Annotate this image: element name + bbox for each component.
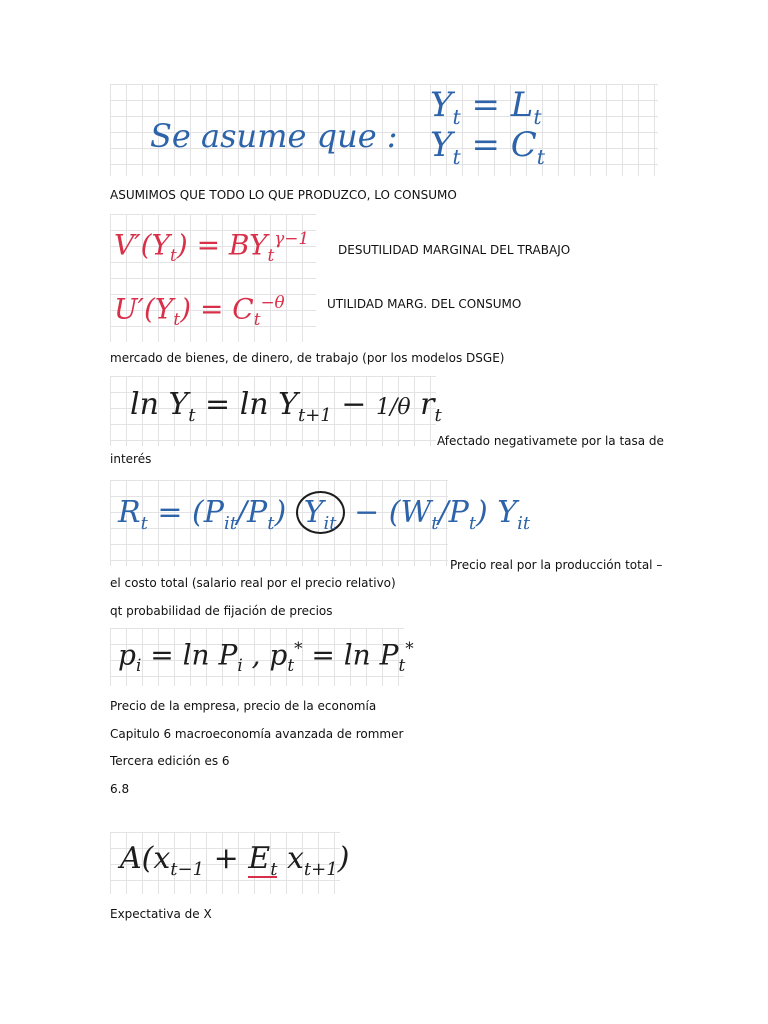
handwritten-image-rt — [110, 480, 531, 566]
text-seccion: 6.8 — [110, 782, 130, 796]
handwritten-image-ln-y — [110, 376, 442, 446]
text-afectado: Afectado negativamete por la tasa de — [437, 434, 664, 448]
handwritten-eq-ln-y: $\ln Y_t = \ln Y_{t+1} - 1/\theta$ $r_t$ — [130, 387, 442, 426]
handwritten-se-asume: Se asume que : — [150, 117, 398, 155]
text-expectativa: Expectativa de X — [110, 907, 212, 921]
handwritten-eq-rt: $R_t = (P_{it}/P_t) Y_{it} - (W_t/P_t)$ $Y_{it}$ — [118, 498, 530, 533]
text-precio-empresa: Precio de la empresa, precio de la economía — [110, 699, 377, 713]
handwritten-eq-v-prime: $V'(Y_t) = BY_t^{\gamma-1}$ — [114, 228, 310, 265]
text-costo-total: el costo total (salario real por el precio relativo) — [110, 576, 396, 590]
text-desutilidad: DESUTILIDAD MARGINAL DEL TRABAJO — [338, 243, 571, 257]
handwritten-eq-u-prime: $U'(Y_t) = C_t^{-\theta}$ — [114, 292, 285, 329]
handwritten-image-assumption — [110, 84, 658, 176]
handwritten-eq-y-equals-c: $Y_t = C_t$ — [430, 125, 545, 169]
handwritten-image-prices — [110, 628, 414, 686]
text-mercado: mercado de bienes, de dinero, de trabajo (por los modelos DSGE) — [110, 351, 505, 365]
text-capitulo: Capitulo 6 macroeconomía avanzada de rommer — [110, 727, 404, 741]
text-utilidad: UTILIDAD MARG. DEL CONSUMO — [327, 297, 522, 311]
text-qt: qt probabilidad de fijación de precios — [110, 604, 333, 618]
handwritten-eq-a: $A(x_{t-1} + E_t$ $x_{t+1}$) — [120, 841, 350, 880]
handwritten-image-marginal — [110, 214, 316, 342]
handwritten-image-expectation — [110, 832, 350, 894]
handwritten-eq-y-equals-l: $Y_t = L_t$ — [430, 85, 542, 129]
circled-y-it: $Y_{it}$ — [296, 491, 345, 534]
handwritten-eq-prices: $p_i = \ln P_i$ , $p_t^* = \ln P_t^*$ — [118, 638, 414, 675]
text-asumimos: ASUMIMOS QUE TODO LO QUE PRODUZCO, LO CONSUMO — [110, 188, 457, 202]
text-interes: interés — [110, 452, 152, 466]
text-precio-real: Precio real por la producción total – — [450, 558, 663, 572]
text-tercera: Tercera edición es 6 — [110, 754, 230, 768]
